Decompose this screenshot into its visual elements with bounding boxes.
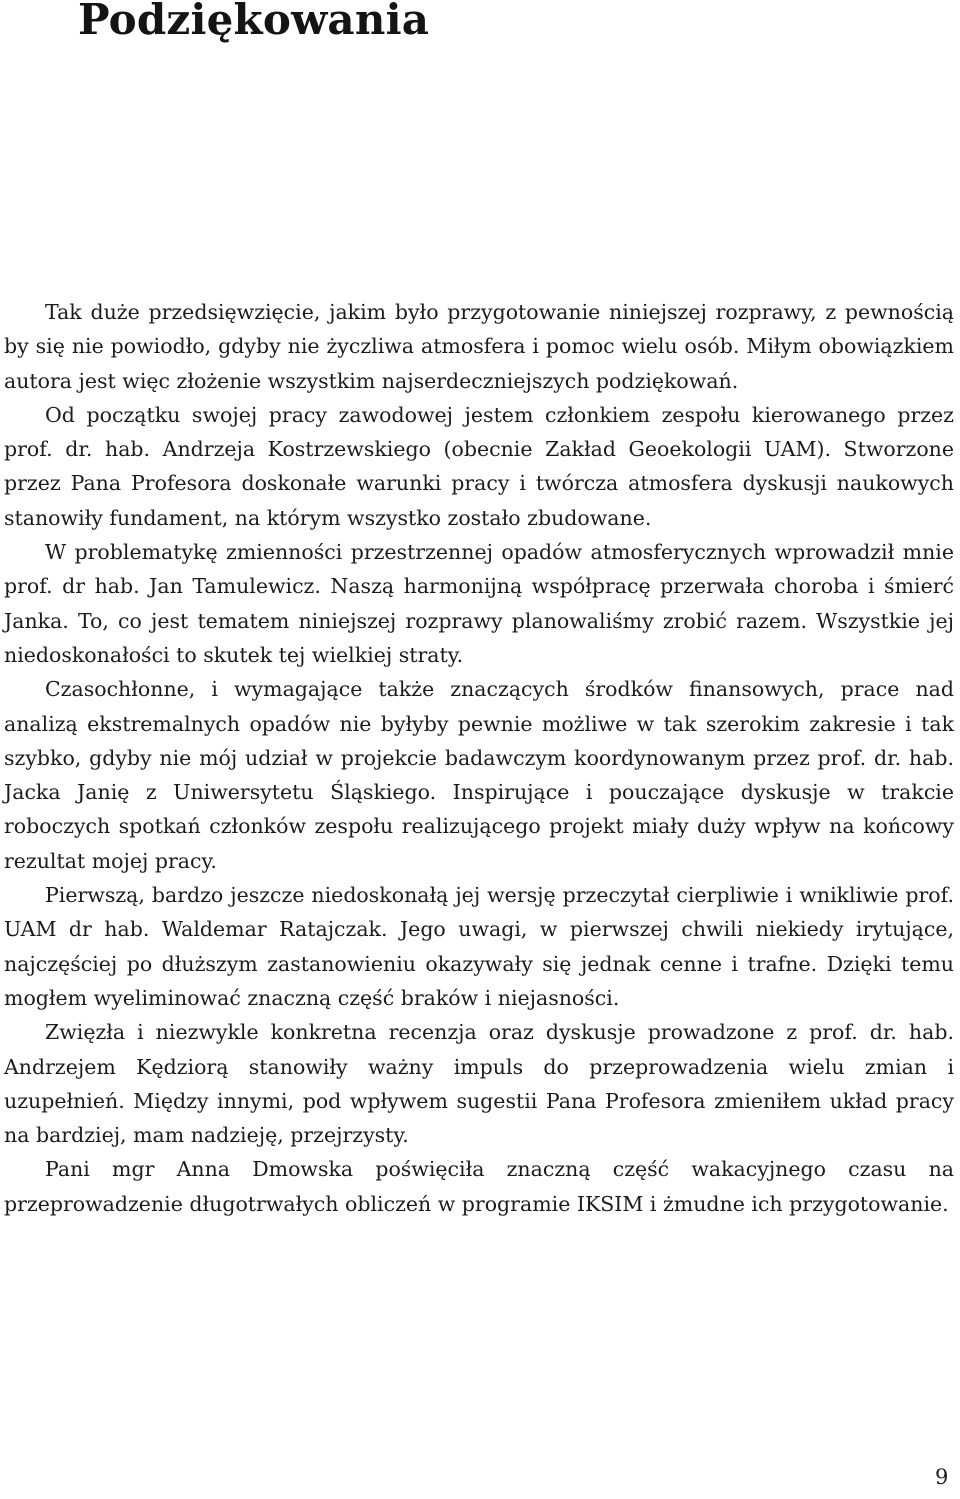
- paragraph-6: Zwięzła i niezwykle konkretna recenzja oraz dyskusje prowadzone z prof. dr. hab. Andrzejem Kędziorą stanowiły ważny impuls do przeprowadzenia wielu zmian i uzupełnień. Między innymi, pod wpływem sugestii Pana Profesora zmieniłem układ pracy na bardziej, mam nadzieję, przejrzysty.: [4, 1020, 954, 1148]
- paragraph-5: Pierwszą, bardzo jeszcze niedoskonałą jej wersję przeczytał cierpliwie i wnikliwie prof. UAM dr hab. Waldemar Ratajczak. Jego uwagi, w pierwszej chwili niekiedy irytujące, najczęściej po dłuższym zastanowieniu okazywały się jednak cenne i trafne. Dzięki temu mogłem wyeliminować znaczną część braków i niejasności.: [4, 883, 954, 1010]
- paragraph-1: Tak duże przedsięwzięcie, jakim było przygotowanie niniejszej rozprawy, z pewnością by się nie powiodło, gdyby nie życzliwa atmosfera i pomoc wielu osób. Miłym obowiązkiem autora jest więc złożenie wszystkim najserdeczniejszych podziękowań.: [4, 300, 954, 393]
- acknowledgements-body: [4, 295, 954, 1221]
- paragraph-3: W problematykę zmienności przestrzennej opadów atmosferycznych wprowadził mnie prof. dr hab. Jan Tamulewicz. Naszą harmonijną współpracę przerwała choroba i śmierć Janka. To, co jest tematem niniejszej rozprawy planowaliśmy zrobić razem. Wszystkie jej niedoskonałości to skutek tej wielkiej straty.: [4, 540, 954, 667]
- page-number: 9: [935, 1465, 949, 1489]
- paragraph-4: Czasochłonne, i wymagające także znaczących środków finansowych, prace nad analizą ekstremalnych opadów nie byłyby pewnie możliwe w tak szerokim zakresie i tak szybko, gdyby nie mój udział w projekcie badawczym koordynowanym przez prof. dr. hab. Jacka Janię z Uniwersytetu Śląskiego. Inspirujące i pouczające dyskusje w trakcie roboczych spotkań członków zespołu realizującego projekt miały duży wpływ na końcowy rezultat mojej pracy.: [4, 677, 954, 873]
- paragraph-2: Od początku swojej pracy zawodowej jestem członkiem zespołu kierowanego przez prof. dr. hab. Andrzeja Kostrzewskiego (obecnie Zakład Geoekologii UAM). Stworzone przez Pana Profesora doskonałe warunki pracy i twórcza atmosfera dyskusji naukowych stanowiły fundament, na którym wszystko zostało zbudowane.: [4, 402, 954, 530]
- paragraph-7: Pani mgr Anna Dmowska poświęciła znaczną część wakacyjnego czasu na przeprowadzenie długotrwałych obliczeń w programie IKSIM i żmudne ich przygotowanie.: [4, 1157, 954, 1216]
- page-title: Podziękowania: [78, 0, 430, 44]
